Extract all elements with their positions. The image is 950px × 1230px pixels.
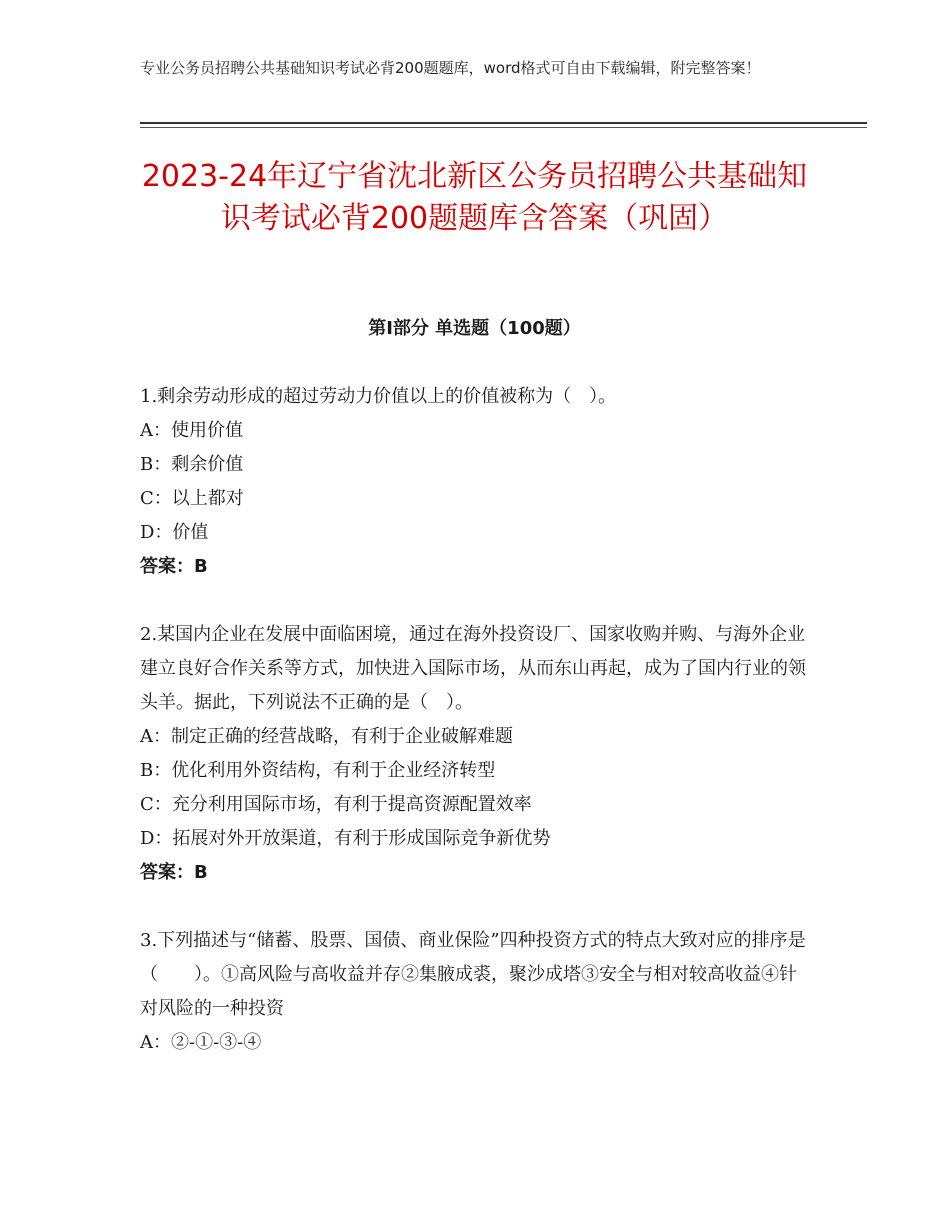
question-stem: 3.下列描述与“储蓄、股票、国债、商业保险”四种投资方式的特点大致对应的排序是（ ）。①高风险与高收益并存②集腋成裘，聚沙成塔③安全与相对较高收益④针对风险的一种投资: [140, 930, 806, 1019]
option-c: C：以上都对: [140, 488, 244, 509]
header-divider-thin: [140, 127, 867, 128]
question-3: [140, 924, 809, 1060]
option-a: A：②-①-③-④: [140, 1032, 262, 1053]
option-d: D：价值: [140, 522, 209, 543]
option-a: A：制定正确的经营战略，有利于企业破解难题: [140, 726, 513, 747]
option-b: B：优化利用外资结构，有利于企业经济转型: [140, 760, 496, 781]
option-d: D：拓展对外开放渠道，有利于形成国际竞争新优势: [140, 828, 551, 849]
question-list: [140, 380, 809, 1094]
section-title: 第Ⅰ部分 单选题（100题）: [368, 318, 581, 339]
option-b: B：剩余价值: [140, 454, 244, 475]
option-c: C：充分利用国际市场，有利于提高资源配置效率: [140, 794, 532, 815]
document-title: 2023-24年辽宁省沈北新区公务员招聘公共基础知识考试必背200题题库含答案（巩固）: [141, 159, 808, 236]
header-divider-thick: [140, 122, 867, 124]
header-note: 专业公务员招聘公共基础知识考试必背200题题库，word格式可自由下载编辑，附完整答案！: [140, 59, 761, 77]
question-stem: 2.某国内企业在发展中面临困境，通过在海外投资设厂、国家收购并购、与海外企业建立良好合作关系等方式，加快进入国际市场，从而东山再起，成为了国内行业的领头羊。据此，下列说法不正确的是（ ）。: [140, 624, 806, 713]
question-2: [140, 618, 809, 890]
answer-label: 答案：B: [140, 862, 208, 883]
question-1: [140, 380, 809, 584]
question-stem: 1.剩余劳动形成的超过劳动力价值以上的价值被称为（ ）。: [140, 386, 617, 407]
answer-label: 答案：B: [140, 556, 208, 577]
option-a: A：使用价值: [140, 420, 243, 441]
